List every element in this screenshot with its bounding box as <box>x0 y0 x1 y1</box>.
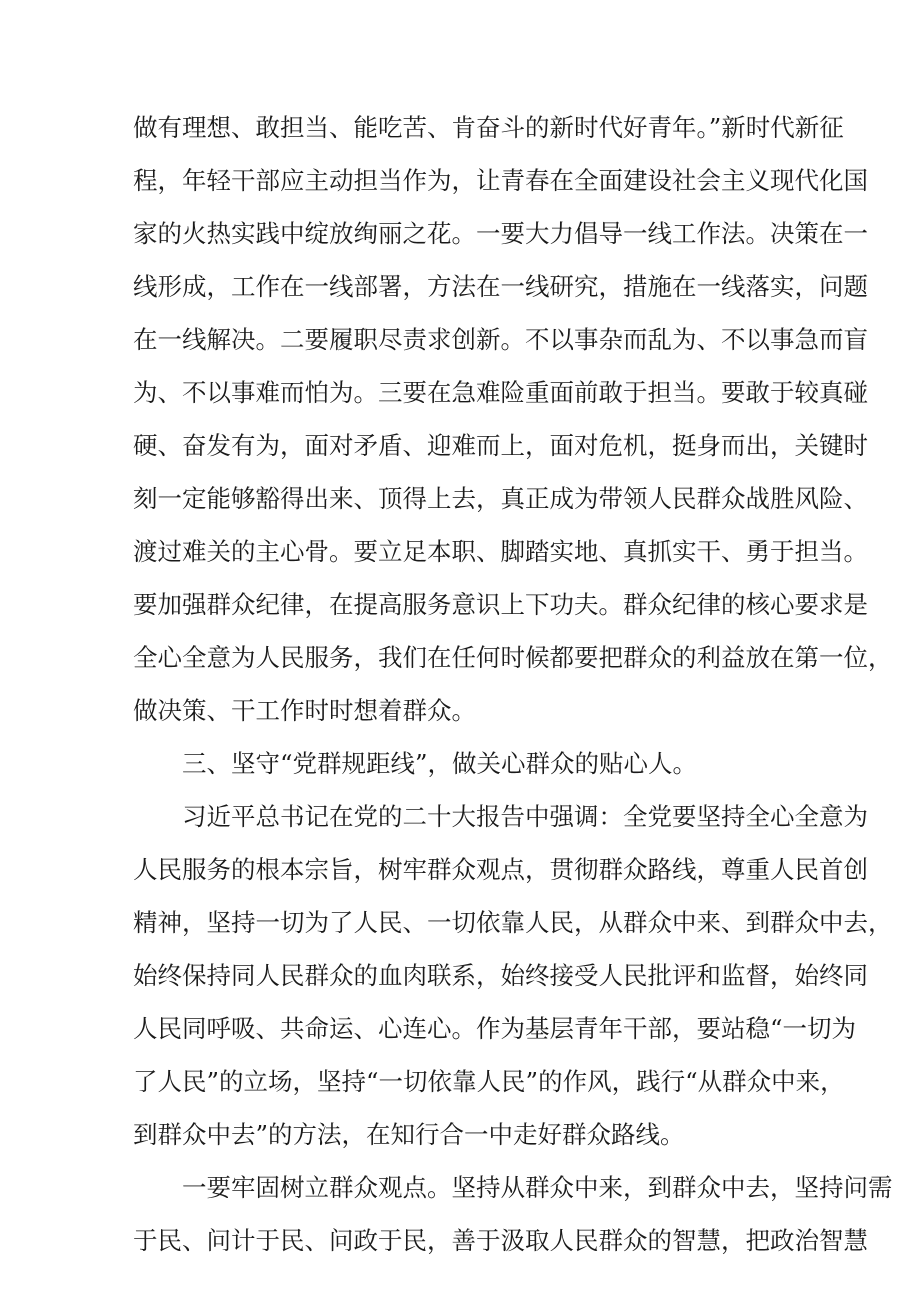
paragraph-line: 为、不以事难而怕为。三要在急难险重面前敢于担当。要敢于较真碰 <box>133 378 868 407</box>
paragraph-line: 精神，坚持一切为了人民、一切依靠人民，从群众中来、到群众中去， <box>133 908 893 937</box>
section-heading: 三、坚守“党群规距线”，做关心群众的贴心人。 <box>182 749 698 778</box>
paragraph-line: 人民同呼吸、共命运、心连心。作为基层青年干部，要站稳“一切为 <box>133 1014 857 1043</box>
paragraph-line: 家的火热实践中绽放绚丽之花。一要大力倡导一线工作法。决策在一 <box>133 219 868 248</box>
paragraph-line: 了人民”的立场，坚持“一切依靠人民”的作风，践行“从群众中来， <box>133 1067 845 1096</box>
paragraph-line: 硬、奋发有为，面对矛盾、迎难而上，面对危机，挺身而出，关键时 <box>133 431 868 460</box>
paragraph-line: 线形成，工作在一线部署，方法在一线研究，措施在一线落实，问题 <box>133 272 868 301</box>
paragraph-line: 在一线解决。二要履职尽责求创新。不以事杂而乱为、不以事急而盲 <box>133 325 868 354</box>
paragraph-line: 要加强群众纪律，在提高服务意识上下功夫。群众纪律的核心要求是 <box>133 590 868 619</box>
paragraph-line: 做决策、干工作时时想着群众。 <box>133 696 476 725</box>
paragraph-line: 到群众中去”的方法，在知行合一中走好群众路线。 <box>133 1120 685 1149</box>
paragraph-line: 始终保持同人民群众的血肉联系，始终接受人民批评和监督，始终同 <box>133 961 868 990</box>
paragraph-line: 渡过难关的主心骨。要立足本职、脚踏实地、真抓实干、勇于担当。 <box>133 537 868 566</box>
paragraph-line: 程，年轻干部应主动担当作为，让青春在全面建设社会主义现代化国 <box>133 166 868 195</box>
paragraph-line: 做有理想、敢担当、能吃苦、肯奋斗的新时代好青年。”新时代新征 <box>133 113 844 142</box>
paragraph-line: 刻一定能够豁得出来、顶得上去，真正成为带领人民群众战胜风险、 <box>133 484 868 513</box>
paragraph-line: 一要牢固树立群众观点。坚持从群众中来，到群众中去，坚持问需 <box>182 1173 893 1202</box>
paragraph-line: 习近平总书记在党的二十大报告中强调：全党要坚持全心全意为 <box>182 802 868 831</box>
paragraph-line: 全心全意为人民服务，我们在任何时候都要把群众的利益放在第一位， <box>133 643 893 672</box>
paragraph-line: 人民服务的根本宗旨，树牢群众观点，贯彻群众路线，尊重人民首创 <box>133 855 868 884</box>
paragraph-line: 于民、问计于民、问政于民，善于汲取人民群众的智慧，把政治智慧 <box>133 1226 868 1255</box>
